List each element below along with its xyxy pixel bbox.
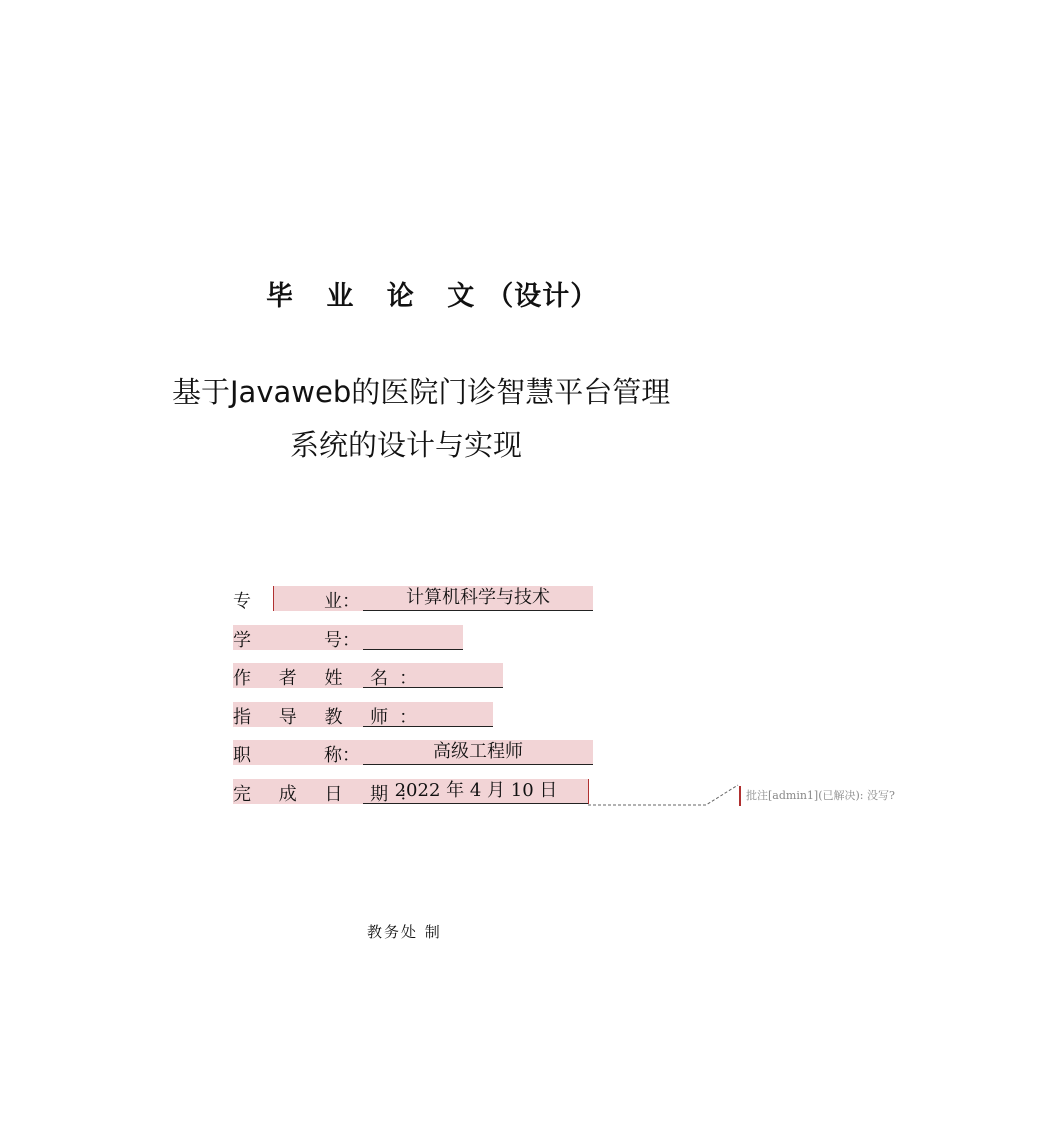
thesis-title-line1: 基于Javaweb的医院门诊智慧平台管理 — [172, 375, 671, 409]
field-value-author[interactable] — [363, 663, 503, 688]
field-row-major: 专 业： 计算机科学与技术 — [233, 586, 593, 611]
field-value-date[interactable]: 2022 年 4 月 10 日 — [363, 779, 589, 804]
field-row-advisor — [233, 702, 493, 727]
review-comment-text: 批注[admin1](已解决): 没写? — [746, 789, 895, 802]
field-label-title: 职 — [233, 745, 251, 766]
field-label-student-id: 学 — [233, 630, 251, 651]
heading-design: （设计） — [486, 281, 599, 312]
field-row-title: 职 称： 高级工程师 — [233, 740, 593, 765]
field-value-major[interactable]: 计算机科学与技术 — [363, 586, 593, 611]
field-row-author — [233, 663, 503, 688]
edit-cursor — [273, 586, 274, 611]
field-label-advisor: 指 导 教 师： — [233, 707, 429, 728]
field-label-major: 专 — [233, 591, 251, 612]
field-row-date — [233, 779, 589, 804]
field-label-author: 作 者 姓 名： — [233, 668, 429, 689]
field-value-student-id[interactable] — [363, 625, 463, 650]
field-label-date: 完 成 日 期： — [233, 784, 429, 805]
issuer-label: 教务处 制 — [367, 923, 442, 941]
field-row-student-id: 学 号： — [233, 625, 463, 650]
review-comment[interactable] — [739, 786, 895, 806]
heading-main: 毕 业 论 文 — [266, 281, 487, 312]
comment-connector-line — [588, 780, 740, 810]
thesis-title-line2: 系统的设计与实现 — [290, 428, 523, 462]
thesis-heading — [266, 274, 598, 313]
field-value-advisor[interactable] — [363, 702, 493, 727]
field-value-title[interactable]: 高级工程师 — [363, 740, 593, 765]
